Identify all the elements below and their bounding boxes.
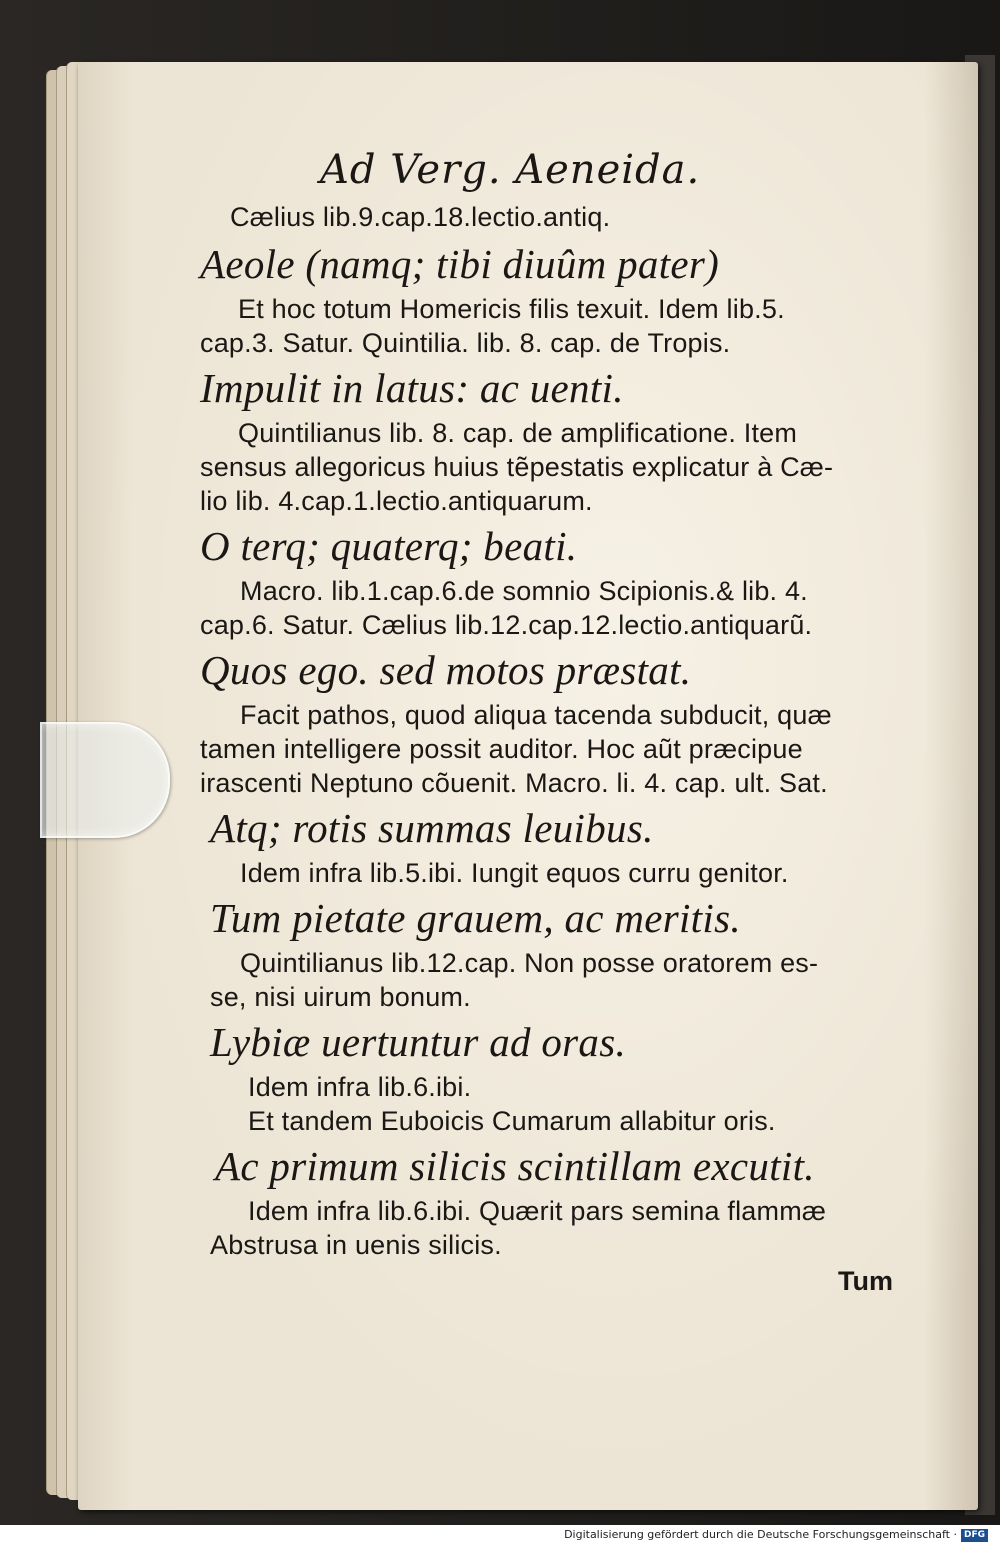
lemma-line: Atq; rotis summas leuibus. — [210, 805, 654, 851]
text-line: Quintilianus lib.12.cap. Non posse oratorem es- — [240, 948, 819, 978]
text-line: Facit pathos, quod aliqua tacenda subducit, quæ — [240, 700, 832, 730]
text-line: Idem infra lib.6.ibi. — [248, 1072, 472, 1102]
text-line: cap.6. Satur. Cælius lib.12.cap.12.lectio.antiquarũ. — [200, 610, 813, 640]
text-line: Abstrusa in uenis silicis. — [210, 1230, 502, 1260]
footer-credit-text: Digitalisierung gefördert durch die Deutsche Forschungsgemeinschaft · — [564, 1528, 957, 1541]
text-line: se, nisi uirum bonum. — [210, 982, 471, 1012]
lemma-line: Quos ego. sed motos præstat. — [200, 647, 692, 693]
text-line: Idem infra lib.6.ibi. Quærit pars semina flammæ — [248, 1196, 827, 1226]
text-line: Idem infra lib.5.ibi. Iungit equos curru genitor. — [240, 858, 789, 888]
text-line: tamen intelligere possit auditor. Hoc aũt præcipue — [200, 734, 803, 764]
catchword: Tum — [838, 1266, 893, 1296]
text-line: Macro. lib.1.cap.6.de somnio Scipionis.& lib. 4. — [240, 576, 808, 606]
text-line: irascenti Neptuno cõuenit. Macro. li. 4. cap. ult. Sat. — [200, 768, 828, 798]
text-line: Cælius lib.9.cap.18.lectio.antiq. — [230, 202, 611, 232]
text-line: cap.3. Satur. Quintilia. lib. 8. cap. de Tropis. — [200, 328, 731, 358]
text-line: lio lib. 4.cap.1.lectio.antiquarum. — [200, 486, 593, 516]
text-line: Et tandem Euboicis Cumarum allabitur oris. — [248, 1106, 776, 1136]
text-line: sensus allegoricus huius tẽpestatis explicatur à Cæ- — [200, 452, 834, 482]
footer-credit — [564, 1528, 988, 1542]
footer-bar — [0, 1525, 1000, 1546]
text-line: Quintilianus lib. 8. cap. de amplificatione. Item — [238, 418, 798, 448]
dfg-logo-icon: DFG — [961, 1529, 988, 1542]
lemma-line: Lybiæ uertuntur ad oras. — [210, 1019, 627, 1065]
lemma-line: Aeole (namq; tibi diuûm pater) — [200, 241, 720, 287]
lemma-line: O terq; quaterq; beati. — [200, 523, 578, 569]
lemma-line: Ac primum silicis scintillam excutit. — [215, 1143, 815, 1189]
lemma-line: Impulit in latus: ac uenti. — [200, 365, 624, 411]
text-line: Et hoc totum Homericis filis texuit. Idem lib.5. — [238, 294, 785, 324]
running-header: Ad Verg. Aeneida. — [320, 147, 701, 193]
lemma-line: Tum pietate grauem, ac meritis. — [210, 895, 741, 941]
